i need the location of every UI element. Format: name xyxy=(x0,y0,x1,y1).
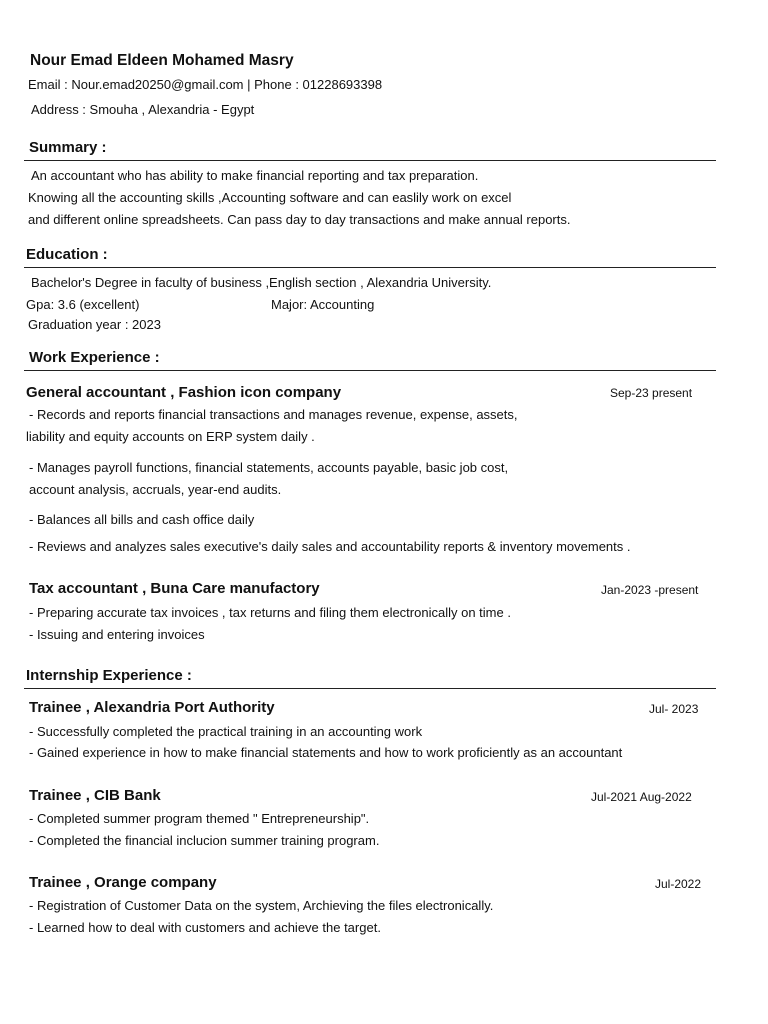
major-line: Major: Accounting xyxy=(271,297,375,312)
address-line: Address : Smouha , Alexandria - Egypt xyxy=(31,102,255,117)
internship-bullet: - Learned how to deal with customers and achieve the target. xyxy=(29,920,381,935)
contact-line: Email : Nour.emad20250@gmail.com | Phone : 01228693398 xyxy=(28,77,383,92)
work-experience-divider xyxy=(24,370,716,371)
summary-line: Knowing all the accounting skills ,Accounting software and can easlily work on excel xyxy=(28,190,512,205)
job-bullet: liability and equity accounts on ERP system daily . xyxy=(26,429,315,444)
education-divider xyxy=(24,267,716,268)
job-title: General accountant , Fashion icon company xyxy=(26,384,342,401)
internship-date: Jul-2021 Aug-2022 xyxy=(591,790,692,804)
internship-title: Trainee , Orange company xyxy=(29,874,217,891)
education-heading: Education : xyxy=(26,246,108,263)
summary-divider xyxy=(24,160,716,161)
summary-line: and different online spreadsheets. Can pass day to day transactions and make annual reports. xyxy=(28,212,571,227)
internship-divider xyxy=(24,688,716,689)
job-date: Sep-23 present xyxy=(610,386,693,400)
summary-line: An accountant who has ability to make financial reporting and tax preparation. xyxy=(31,168,479,183)
job-bullet: - Manages payroll functions, financial statements, accounts payable, basic job cost, xyxy=(29,460,509,475)
job-bullet: - Records and reports financial transactions and manages revenue, expense, assets, xyxy=(29,407,518,422)
internship-bullet: - Registration of Customer Data on the system, Archieving the files electronically. xyxy=(29,898,494,913)
internship-bullet: - Successfully completed the practical training in an accounting work xyxy=(29,724,423,739)
summary-heading: Summary : xyxy=(29,139,107,156)
gpa-line: Gpa: 3.6 (excellent) xyxy=(26,297,140,312)
job-bullet: account analysis, accruals, year-end audits. xyxy=(29,482,282,497)
internship-bullet: - Gained experience in how to make financial statements and how to work proficiently as an accountant xyxy=(29,745,623,760)
internship-bullet: - Completed summer program themed " Entrepreneurship". xyxy=(29,811,370,826)
internship-date: Jul-2022 xyxy=(655,877,702,891)
internship-heading: Internship Experience : xyxy=(26,667,192,684)
internship-bullet: - Completed the financial inclucion summer training program. xyxy=(29,833,380,848)
internship-title: Trainee , CIB Bank xyxy=(29,787,161,804)
internship-date: Jul- 2023 xyxy=(649,702,699,716)
internship-title: Trainee , Alexandria Port Authority xyxy=(29,699,275,716)
job-bullet: - Balances all bills and cash office daily xyxy=(29,512,255,527)
graduation-line: Graduation year : 2023 xyxy=(28,317,161,332)
job-title: Tax accountant , Buna Care manufactory xyxy=(29,580,320,597)
degree-line: Bachelor's Degree in faculty of business ,English section , Alexandria University. xyxy=(31,275,492,290)
job-bullet: - Preparing accurate tax invoices , tax returns and filing them electronically on time . xyxy=(29,605,511,620)
job-bullet: - Issuing and entering invoices xyxy=(29,627,205,642)
work-experience-heading: Work Experience : xyxy=(29,349,160,366)
job-date: Jan-2023 -present xyxy=(601,583,699,597)
candidate-name: Nour Emad Eldeen Mohamed Masry xyxy=(30,52,294,69)
job-bullet: - Reviews and analyzes sales executive's daily sales and accountability reports & inventory movements . xyxy=(29,539,631,554)
